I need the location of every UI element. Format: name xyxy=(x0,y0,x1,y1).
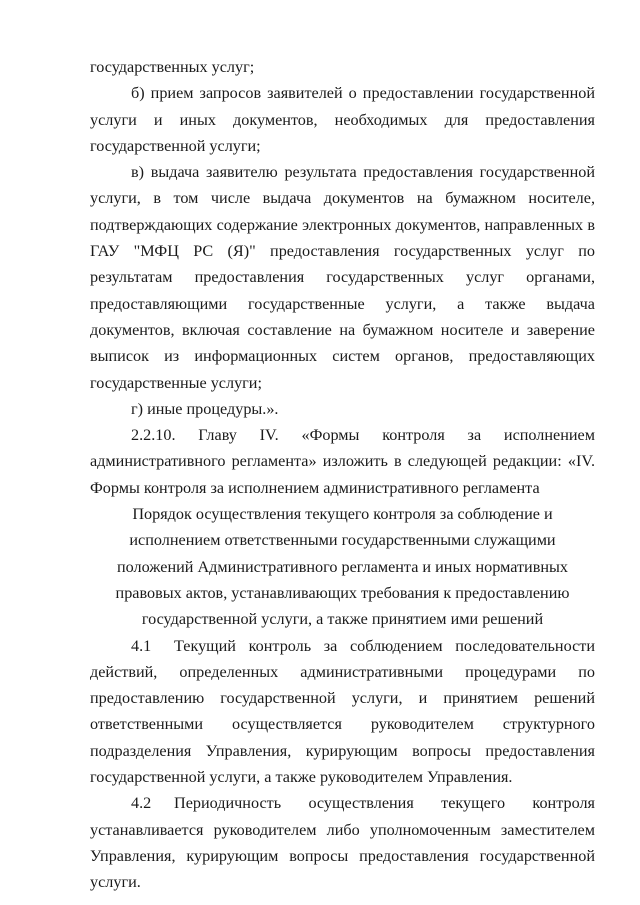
item-number: 4.2 xyxy=(131,794,152,813)
paragraph-b: б) прием запросов заявителей о предоставлении государственной услуги и иных документов, необходимых для предоставления государственной услуги; xyxy=(90,84,595,155)
section-heading: Порядок осуществления текущего контроля за соблюдение и исполнением ответственными государственными служащими положений Административного регламента и иных нормативных правовых актов, устанавливающих требования к предоставлению государственной услуги, а также принятием ими решений xyxy=(115,505,570,629)
paragraph-g: г) иные процедуры.». xyxy=(131,399,279,418)
item-4-1 xyxy=(90,633,595,791)
document-body xyxy=(90,54,595,896)
item-4-2 xyxy=(90,790,595,895)
item-number: 4.1 xyxy=(131,636,152,655)
item-text: Периодичность осуществления текущего контроля устанавливается руководителем либо уполномоченным заместителем Управления, курирующим вопросы предоставления государственной услуги. xyxy=(90,794,595,892)
paragraph-2-2-10: 2.2.10. Главу IV. «Формы контроля за исполнением административного регламента» изложить в следующей редакции: «IV. Формы контроля за исполнением административного регламента xyxy=(90,426,595,497)
paragraph-continuation: государственных услуг; xyxy=(90,58,255,76)
item-text: Текущий контроль за соблюдением последовательности действий, определенных административными процедурами по предоставлению государственной услуги, и принятием решений ответственными осуществляется руководителем структурного подразделения Управления, курирующим вопросы предоставления государственной услуги, а также руководителем Управления. xyxy=(90,636,595,787)
paragraph-v: в) выдача заявителю результата предоставления государственной услуги, в том числе выдача документов на бумажном носителе, подтверждающих содержание электронных документов, направленных в ГАУ "МФЦ РС (Я)" предоставления государственных услуг по результатам предоставления государственных услуг органами, предоставляющими государственные услуги, а также выдача документов, включая составление на бумажном носителе и заверение выписок из информационных систем органов, предоставляющих государственные услуги; xyxy=(90,163,595,392)
